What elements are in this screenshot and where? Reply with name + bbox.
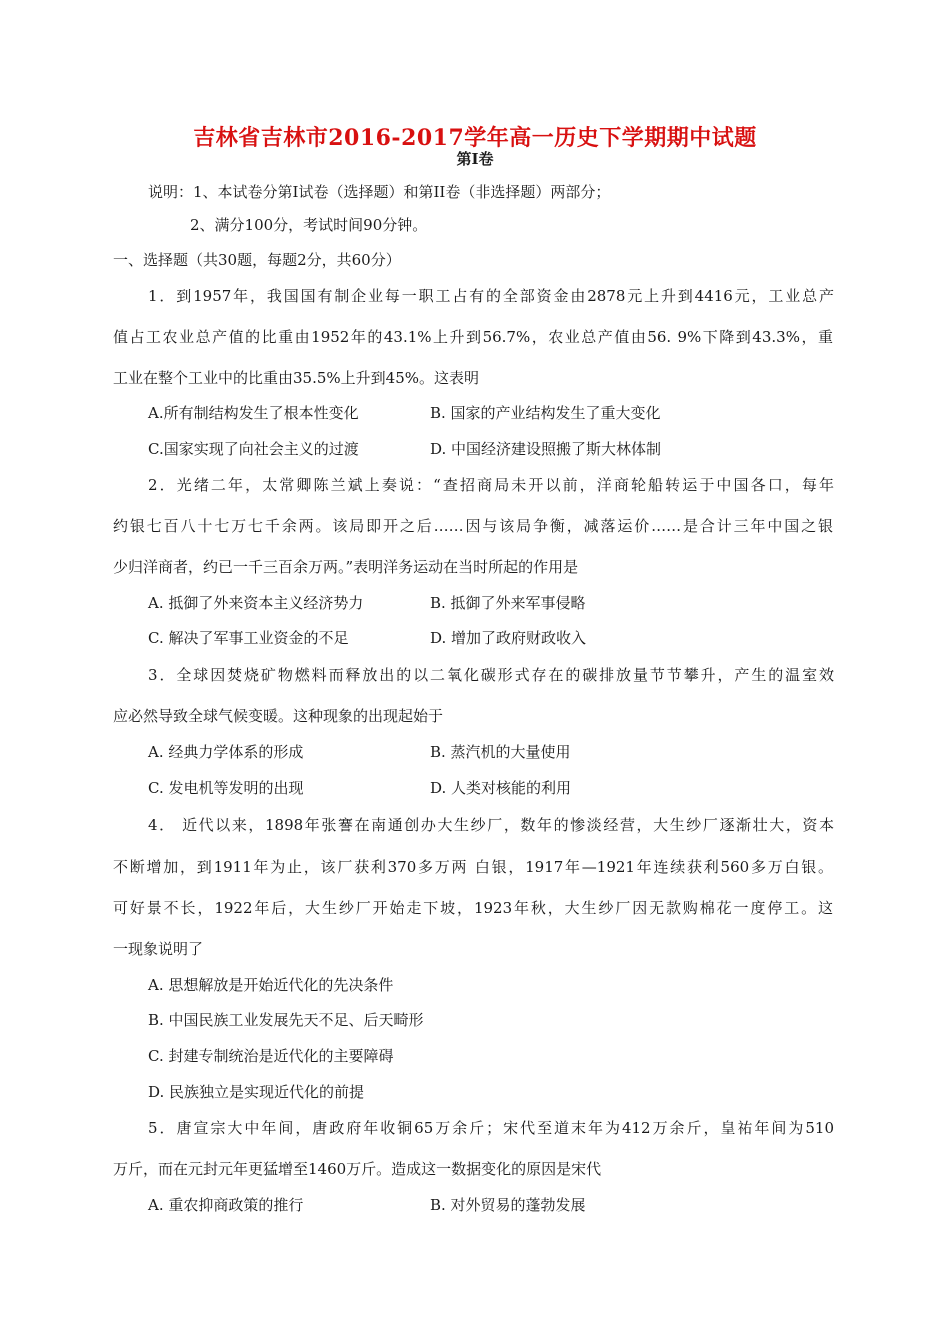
question-4-option-d: D. 民族独立是实现近代化的前提 — [148, 1083, 365, 1101]
question-3-option-b: B. 蒸汽机的大量使用 — [430, 743, 571, 761]
question-2-option-c: C. 解决了军事工业资金的不足 — [148, 629, 349, 647]
section-heading: 一、选择题（共30题，每题2分，共60分） — [113, 251, 401, 269]
question-4-option-b: B. 中国民族工业发展先天不足、后天畸形 — [148, 1011, 424, 1029]
volume-heading: 第Ⅰ卷 — [456, 150, 494, 168]
question-5-option-b: B. 对外贸易的蓬勃发展 — [430, 1196, 586, 1214]
question-2-stem-line-3: 少归洋商者，约已一千三百余万两。”表明洋务运动在当时所起的作用是 — [113, 558, 579, 576]
question-1-stem-line-1: 1．到1957年，我国国有制企业每一职工占有的全部资金由2878元上升到4416元，工业总产 — [148, 287, 834, 305]
question-4-option-a: A. 思想解放是开始近代化的先决条件 — [148, 976, 394, 994]
question-3-option-d: D. 人类对核能的利用 — [430, 779, 572, 797]
question-3-stem-line-2: 应必然导致全球气候变暖。这种现象的出现起始于 — [113, 707, 444, 725]
question-3-option-a: A. 经典力学体系的形成 — [148, 743, 304, 761]
question-5-stem-line-2: 万斤，而在元封元年更猛增至1460万斤。造成这一数据变化的原因是宋代 — [113, 1160, 602, 1178]
question-2-stem-line-2: 约银七百八十七万七千余两。该局即开之后……因与该局争衡，减落运价……是合计三年中国之银 — [113, 517, 833, 535]
note-line-1: 说明：1、本试卷分第Ⅰ试卷（选择题）和第ⅠⅠ卷（非选择题）两部分； — [148, 183, 611, 201]
question-5-option-a: A. 重农抑商政策的推行 — [148, 1196, 304, 1214]
question-2-stem-line-1: 2．光绪二年，太常卿陈兰斌上奏说：“查招商局未开以前，洋商轮船转运于中国各口，每年 — [148, 476, 834, 494]
question-1-stem-line-3: 工业在整个工业中的比重由35.5%上升到45%。这表明 — [113, 369, 479, 387]
question-3-stem-line-1: 3．全球因焚烧矿物燃料而释放出的以二氧化碳形式存在的碳排放量节节攀升，产生的温室效 — [148, 666, 834, 684]
question-1-option-b: B. 国家的产业结构发生了重大变化 — [430, 404, 661, 422]
question-5-stem-line-1: 5．唐宣宗大中年间，唐政府年收铜65万余斤；宋代至道末年为412万余斤，皇祐年间为510 — [148, 1119, 834, 1137]
question-1-option-a: A.所有制结构发生了根本性变化 — [148, 404, 359, 422]
question-2-option-b: B. 抵御了外来军事侵略 — [430, 594, 586, 612]
question-4-stem-line-3: 可好景不长，1922年后，大生纱厂开始走下坡，1923年秋，大生纱厂因无款购棉花一度停工。这 — [113, 899, 833, 917]
note-line-2: 2、满分100分，考试时间90分钟。 — [190, 216, 428, 234]
question-1-option-c: C.国家实现了向社会主义的过渡 — [148, 440, 359, 458]
question-1-option-d: D. 中国经济建设照搬了斯大林体制 — [430, 440, 662, 458]
question-4-option-c: C. 封建专制统治是近代化的主要障碍 — [148, 1047, 394, 1065]
question-2-option-a: A. 抵御了外来资本主义经济势力 — [148, 594, 364, 612]
question-4-stem-line-1: 4． 近代以来，1898年张謇在南通创办大生纱厂，数年的惨淡经营，大生纱厂逐渐壮大，资本 — [148, 816, 834, 834]
question-4-stem-line-2: 不断增加，到1911年为止，该厂获利370多万两 白银，1917年—1921年连续获利560多万白银。 — [113, 858, 833, 876]
question-1-stem-line-2: 值占工农业总产值的比重由1952年的43.1%上升到56.7%，农业总产值由56. 9%下降到43.3%，重 — [113, 328, 833, 346]
exam-title: 吉林省吉林市2016-2017学年高一历史下学期期中试题 — [193, 125, 757, 151]
question-2-option-d: D. 增加了政府财政收入 — [430, 629, 587, 647]
question-3-option-c: C. 发电机等发明的出现 — [148, 779, 304, 797]
question-4-stem-line-4: 一现象说明了 — [113, 940, 204, 958]
